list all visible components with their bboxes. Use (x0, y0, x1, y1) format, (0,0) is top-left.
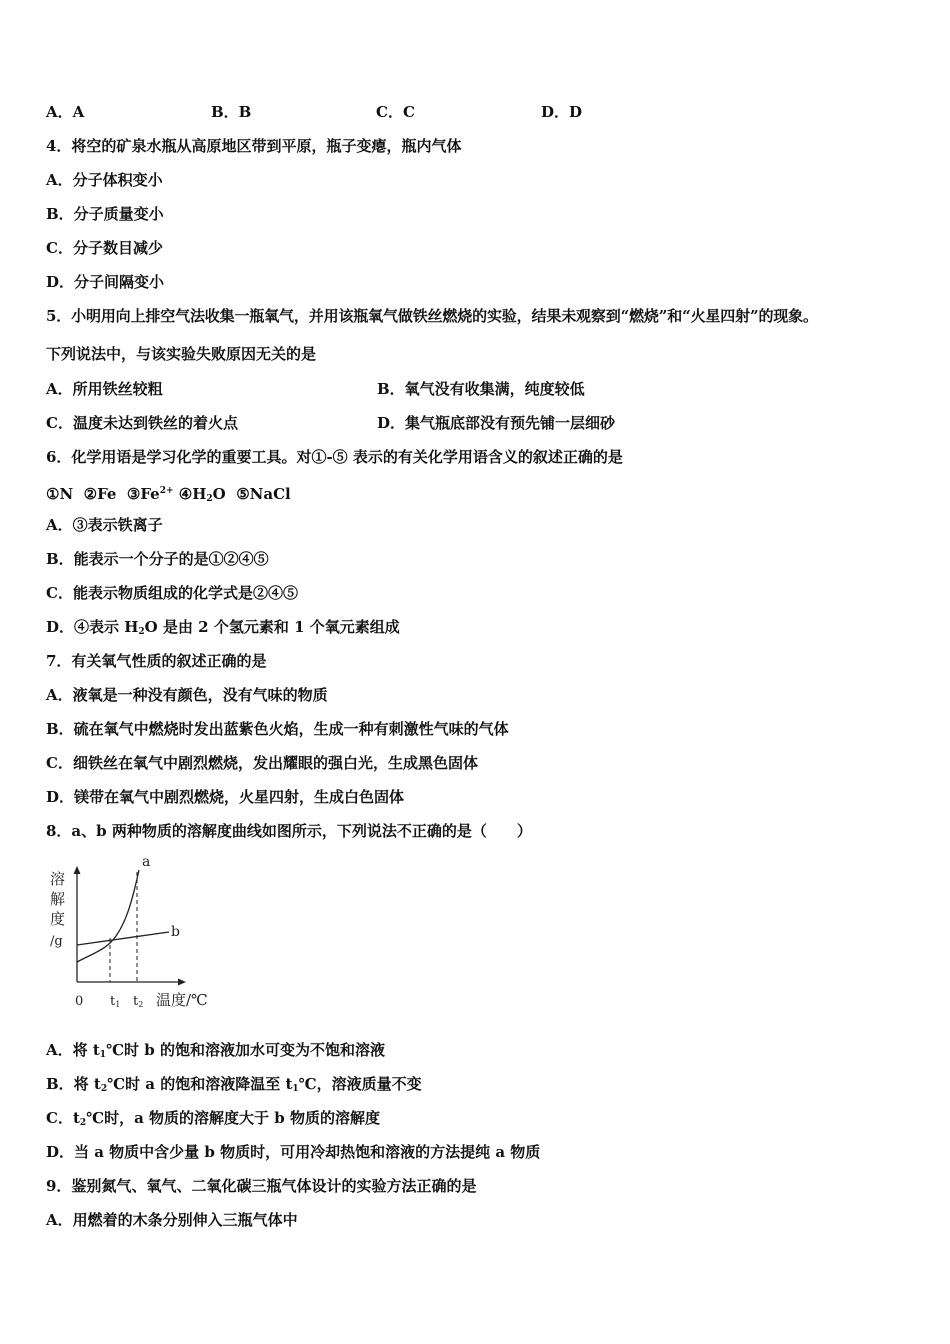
y-label-1: 溶 (50, 870, 66, 888)
q6-symbol-1: ①N (46, 485, 74, 503)
q4-option-c: C．分子数目减少 (46, 239, 163, 257)
q6-stem: 6．化学用语是学习化学的重要工具。对①-⑤ 表示的有关化学用语含义的叙述正确的是 (46, 448, 623, 466)
q3-option-d: D．D (541, 103, 583, 121)
q6-symbols (46, 481, 291, 509)
q7-option-d: D．镁带在氧气中剧烈燃烧，火星四射，生成白色固体 (46, 788, 405, 806)
q5-option-c: C．温度未达到铁丝的着火点 (46, 414, 238, 432)
q5-option-b: B．氧气没有收集满，纯度较低 (377, 380, 585, 398)
q8-option-d: D．当 a 物质中含少量 b 物质时，可用冷却热饱和溶液的方法提纯 a 物质 (46, 1143, 541, 1161)
q7-stem: 7．有关氧气性质的叙述正确的是 (46, 652, 267, 670)
curve-a (77, 870, 139, 962)
y-axis-arrow (74, 866, 81, 874)
y-label-2: 解 (50, 890, 66, 908)
q8-stem: 8．a、b 两种物质的溶解度曲线如图所示，下列说法不正确的是（ ） (46, 822, 532, 840)
q3-options (46, 102, 582, 122)
q6-symbol-5: ⑤NaCl (236, 485, 291, 503)
q5-stem-line2: 下列说法中，与该实验失败原因无关的是 (46, 345, 317, 363)
q8-option-b: B．将 $t_2℃$时 a 的饱和溶液降温至 $t_1℃$，溶液质量不变 (46, 1075, 422, 1094)
origin-label: 0 (75, 994, 84, 1009)
q4-stem: 4．将空的矿泉水瓶从高原地区带到平原，瓶子变瘪，瓶内气体 (46, 137, 462, 155)
q5-option-a: A．所用铁丝较粗 (46, 380, 163, 398)
q6-symbol-3: $③Fe^{2+}$ (126, 485, 174, 503)
y-label-4: /g (50, 934, 63, 949)
x-axis-label: 温度/℃ (156, 991, 208, 1009)
q4-option-b: B．分子质量变小 (46, 205, 164, 223)
curve-b-label: b (171, 924, 180, 940)
q7-option-c: C．细铁丝在氧气中剧烈燃烧，发出耀眼的强白光，生成黑色固体 (46, 754, 478, 772)
q3-option-c: C．C (376, 103, 415, 121)
q6-option-b: B．能表示一个分子的是①②④⑤ (46, 550, 269, 568)
curve-a-label: a (142, 854, 151, 870)
q4-option-a: A．分子体积变小 (46, 171, 163, 189)
x-axis-arrow (178, 979, 186, 986)
q4-option-d: D．分子间隔变小 (46, 273, 165, 291)
q9-option-a: A．用燃着的木条分别伸入三瓶气体中 (46, 1211, 298, 1229)
solubility-graph (44, 852, 219, 1012)
q8-option-a: A．将 $t_1℃$时 b 的饱和溶液加水可变为不饱和溶液 (46, 1041, 385, 1060)
q6-option-c: C．能表示物质组成的化学式是②④⑤ (46, 584, 298, 602)
q8-option-c: C．$t_2℃$时，a 物质的溶解度大于 b 物质的溶解度 (46, 1109, 380, 1128)
q5-stem-line1: 5．小明用向上排空气法收集一瓶氧气，并用该瓶氧气做铁丝燃烧的实验，结果未观察到“燃烧”和“火星四射”的现象。 (46, 307, 818, 325)
q3-option-b: B．B (211, 103, 252, 121)
q6-symbol-4: $④H_2O$ (178, 485, 226, 504)
q7-option-b: B．硫在氧气中燃烧时发出蓝紫色火焰，生成一种有刺激性气味的气体 (46, 720, 509, 738)
q9-stem: 9．鉴别氮气、氧气、二氧化碳三瓶气体设计的实验方法正确的是 (46, 1177, 477, 1195)
t2-label: t2 (133, 994, 144, 1009)
y-label-3: 度 (50, 910, 66, 928)
q6-option-a: A．③表示铁离子 (46, 516, 163, 534)
curve-b (77, 932, 169, 945)
q7-option-a: A．液氧是一种没有颜色，没有气味的物质 (46, 686, 328, 704)
q6-symbol-2: ②Fe (83, 485, 117, 503)
t1-label: t1 (110, 994, 121, 1009)
q6-option-d: D．④表示 $H_2O$ 是由 2 个氢元素和 1 个氧元素组成 (46, 618, 400, 637)
q3-option-a: A．A (46, 103, 85, 121)
q5-option-d: D．集气瓶底部没有预先铺一层细砂 (377, 414, 616, 432)
